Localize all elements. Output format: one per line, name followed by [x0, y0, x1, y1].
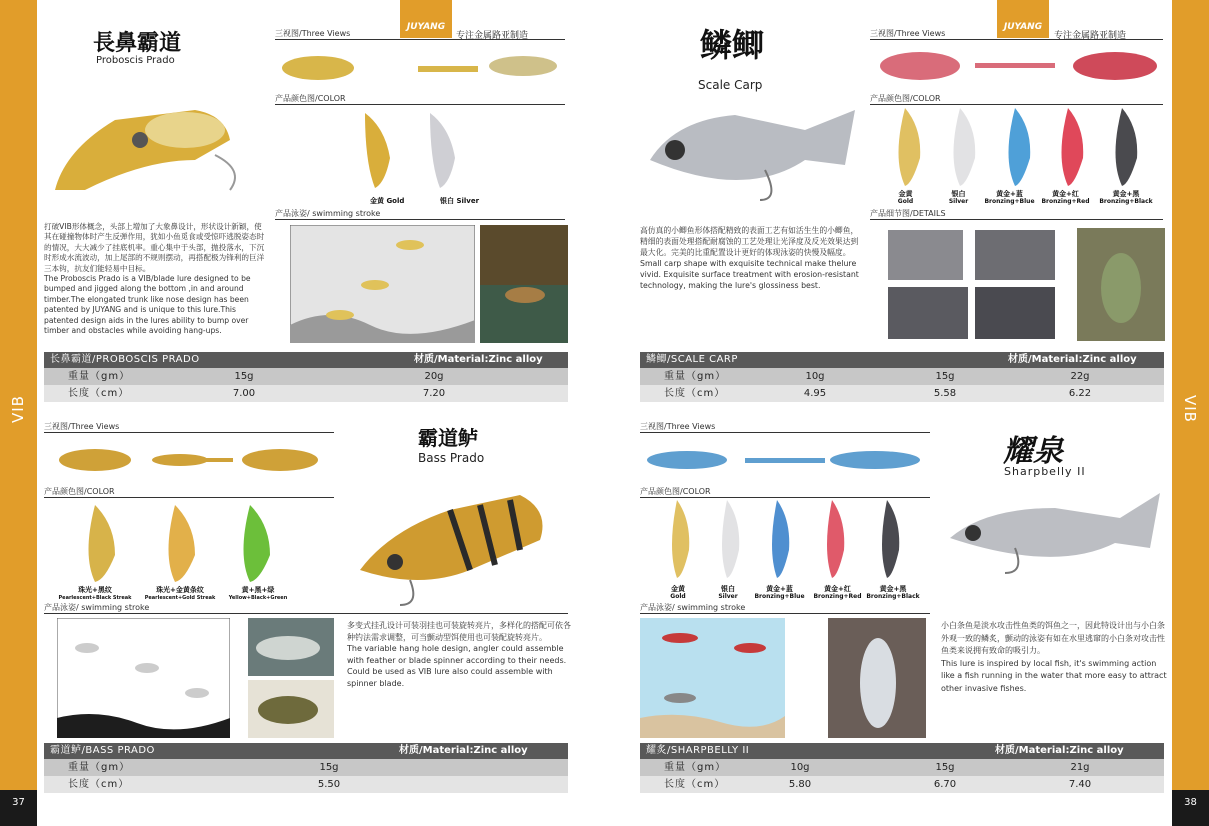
- scale-color-caption-1: 金黄 Gold: [897, 190, 914, 205]
- left-side-label: VIB: [9, 395, 27, 423]
- scale-color-caption-3: 黄金+蓝 Bronzing+Blue: [984, 190, 1035, 205]
- proboscis-title-cn: 長鼻霸道: [93, 30, 182, 56]
- proboscis-spec-table: 长鼻霸道/PROBOSCIS PRADO 材质/Material:Zinc alloy 重量（gm） 15g 20g 长度（cm） 7.00 7.20: [44, 352, 568, 402]
- bass-color-images: [60, 500, 300, 585]
- scale-description: 高仿真的小鲫鱼形体搭配精致的表面工艺有如活生生的小鲫鱼，精细的表面处理搭配耐腐蚀的工艺处理让光泽度及反光效果达到最大化。完美的比重配置设计更好的体现泳姿的快慢及幅度。 Small carp shape with exquisite technical make thelure vivid. Exquisite surface treatment with erosion-resistant technology, making the lure's glossiness best.: [640, 226, 859, 290]
- bass-description: 多变式挂孔设计可装羽挂也可装旋转亮片，多样化的搭配可依各种钓法需求调整，可当颤动型饵使用也可装配旋转亮片。 The variable hang hole design, angler could assemble with feather or blade spinner according to their needs. Could be used as VIB lure also could assemble with spinner blade.: [347, 621, 571, 688]
- sharp-color-caption-4: 黄金+红 Bronzing+Red: [813, 585, 862, 600]
- proboscis-three-views-image: [278, 44, 568, 88]
- scale-color-images: [880, 106, 1165, 188]
- proboscis-description: 打破VIB形体概念，头部上增加了大象鼻设计，形状设计新颖，使其在碰撞物体时产生反弹作用，犹如小鱼觅食或受惊吓逃脱姿态时的情况，大大减少了挂底机率。重心集中于头部，抛投落水，下沉时形成水流波动，加上尾部的不规则摆动，再搭配极为锋利的巨洋三本钩，抗友们能轻易中目标。 The Proboscis Prado is a VIB/blade lure designed to be bumped and jigged along the bottom ,in and around timber.The elongated trunk like nose design has been patented by JUYANG and is unique to this lure.This patented design aids in the lures ability to bump over timber and obstacles while avoiding hang-ups.: [44, 222, 265, 336]
- sharp-color-caption-2: 银白 Silver: [718, 585, 738, 600]
- scale-details-images: [880, 225, 1060, 343]
- bass-title-en: Bass Prado: [418, 451, 485, 465]
- scale-color-caption-4: 黄金+红 Bronzing+Red: [1041, 190, 1090, 205]
- proboscis-three-views-label: 三视图/Three Views: [275, 28, 565, 40]
- bass-main-image: [350, 470, 565, 610]
- scale-details-label: 产品细节图/DETAILS: [870, 208, 1163, 220]
- scale-three-views-image: [875, 44, 1165, 88]
- bass-three-views-label: 三视图/Three Views: [44, 421, 334, 433]
- bass-photo-2: [248, 680, 334, 738]
- bass-swim-label: 产品泳姿/ swimming stroke: [44, 602, 568, 614]
- bass-title-cn: 霸道鲈: [418, 426, 478, 450]
- scale-color-label: 产品颜色图/COLOR: [870, 93, 1163, 105]
- sharp-title-en: Sharpbelly II: [1004, 465, 1086, 478]
- sharp-swim-label: 产品泳姿/ swimming stroke: [640, 602, 930, 614]
- proboscis-color-label: 产品颜色图/COLOR: [275, 93, 565, 105]
- sharp-three-views-image: [645, 444, 930, 476]
- proboscis-swim-diagram: [290, 225, 475, 343]
- brand-logo-right: JUYANG: [997, 0, 1049, 38]
- scale-color-caption-5: 黄金+黑 Bronzing+Black: [1099, 190, 1153, 205]
- sharp-three-views-label: 三视图/Three Views: [640, 421, 930, 433]
- scale-photo: [1077, 228, 1165, 341]
- sharp-spec-table: 耀炙/SHARPBELLY II 材质/Material:Zinc alloy 重量（gm） 10g 15g 21g 长度（cm） 5.80 6.70 7.40: [640, 743, 1164, 793]
- scale-main-image: [645, 90, 860, 205]
- bass-spec-table: 霸道鲈/BASS PRADO 材质/Material:Zinc alloy 重量（gm） 15g 长度（cm） 5.50: [44, 743, 568, 793]
- scale-three-views-label: 三视图/Three Views: [870, 28, 1163, 40]
- bass-color-label: 产品颜色图/COLOR: [44, 486, 334, 498]
- bass-three-views-image: [55, 444, 325, 476]
- sharp-description: 小白条鱼是淡水攻击性鱼类的饵鱼之一，因此特设计出与小白条外观一致的鳞炙，颤动的泳姿有如在水里逃窜的小白条对攻击性鱼类来说拥有致命的吸引力。 This lure is inspired by local fish, it's swimming action like a fish running in the water that more easy to attract other invasive fishes.: [941, 621, 1167, 693]
- brand-tagline-right: 专注金属路亚制造: [1054, 31, 1127, 41]
- sharp-title-cn: 耀泉: [1003, 434, 1063, 469]
- brand-tagline-left: 专注金属路亚制造: [456, 31, 529, 41]
- bass-swim-diagram: [57, 618, 230, 738]
- scale-title-cn: 鳞鲫: [700, 26, 765, 64]
- page-number-left: 37: [0, 790, 37, 826]
- sharp-swim-diagram: [640, 618, 785, 738]
- sharp-color-caption-3: 黄金+蓝 Bronzing+Blue: [754, 585, 805, 600]
- sharp-main-image: [945, 488, 1165, 578]
- sharp-color-label: 产品颜色图/COLOR: [640, 486, 930, 498]
- bass-color-caption-3: 黄+黑+绿 Yellow+Black+Green: [228, 586, 288, 601]
- proboscis-main-image: [45, 80, 275, 200]
- sharp-color-caption-1: 金黄 Gold: [670, 585, 686, 600]
- sharp-photo: [828, 618, 926, 738]
- bass-color-caption-2: 珠光+金黄条纹 Pearlescent+Gold Streak: [144, 586, 216, 601]
- proboscis-color-caption-2: 银白 Silver: [440, 197, 480, 205]
- brand-logo-left: JUYANG: [400, 0, 452, 38]
- bass-photo-1: [248, 618, 334, 676]
- scale-color-caption-2: 银白 Silver: [948, 190, 969, 205]
- proboscis-color-caption-1: 金黄 Gold: [370, 197, 405, 205]
- proboscis-title-en: Proboscis Prado: [96, 55, 175, 66]
- bass-color-caption-1: 珠光+黑纹 Pearlescent+Black Streak: [58, 586, 132, 601]
- scale-title-en: Scale Carp: [698, 78, 763, 92]
- right-side-label: VIB: [1181, 395, 1199, 423]
- sharp-color-caption-5: 黄金+黑 Bronzing+Black: [866, 585, 920, 600]
- proboscis-photo: [480, 225, 568, 343]
- proboscis-color-images: [350, 108, 490, 193]
- page-number-right: 38: [1172, 790, 1209, 826]
- proboscis-swim-label: 产品泳姿/ swimming stroke: [275, 208, 565, 220]
- scale-spec-table: 鳞鲫/SCALE CARP 材质/Material:Zinc alloy 重量（gm） 10g 15g 22g 长度（cm） 4.95 5.58 6.22: [640, 352, 1164, 402]
- sharp-color-images: [655, 498, 915, 580]
